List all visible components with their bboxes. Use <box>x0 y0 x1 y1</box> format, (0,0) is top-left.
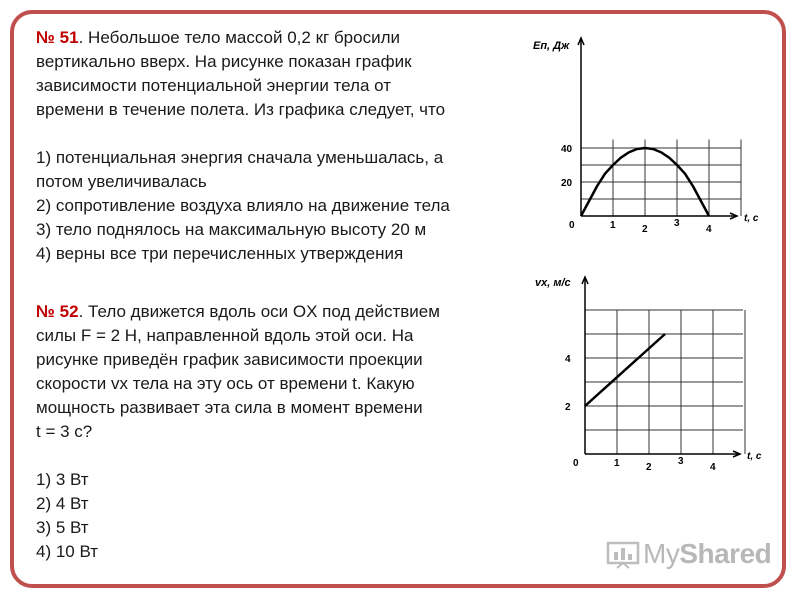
task-52-line: скорости vx тела на эту ось от времени t. Какую <box>36 374 415 393</box>
task-52-line: мощность развивает эта сила в момент времени <box>36 398 423 417</box>
y-tick-label: 4 <box>565 354 571 365</box>
answer-option: 4) 10 Вт <box>36 542 99 561</box>
task-51 <box>36 26 450 266</box>
presentation-icon <box>605 539 643 569</box>
x-tick-label: 3 <box>674 218 680 229</box>
y-axis-label: vx, м/с <box>535 277 571 289</box>
x-tick-label: 3 <box>678 456 684 467</box>
answer-option: 4) верны все три перечисленных утверждения <box>36 244 404 263</box>
answer-option: 3) 5 Вт <box>36 518 89 537</box>
x-tick-label: 0 <box>573 458 579 469</box>
task-51-line: зависимости потенциальной энергии тела от <box>36 76 392 95</box>
task-52-line: силы F = 2 Н, направленной вдоль этой оси. На <box>36 326 414 345</box>
x-axis-label: t, с <box>747 451 762 462</box>
answer-option: потом увеличивалась <box>36 172 207 191</box>
task-52-line: рисунке приведён график зависимости проекции <box>36 350 423 369</box>
y-axis-label: Eп, Дж <box>533 40 570 52</box>
answer-option: 1) потенциальная энергия сначала уменьшалась, а <box>36 148 444 167</box>
x-tick-label: 0 <box>569 220 575 231</box>
energy-time-chart <box>525 30 775 245</box>
task-51-line: № 51. Небольшое тело массой 0,2 кг бросили <box>36 28 400 47</box>
y-tick-label: 20 <box>561 178 573 189</box>
answer-option: 2) 4 Вт <box>36 494 89 513</box>
x-tick-label: 4 <box>710 462 716 473</box>
x-tick-label: 1 <box>614 458 620 469</box>
x-tick-label: 1 <box>610 220 616 231</box>
x-tick-label: 2 <box>642 224 648 235</box>
x-axis-label: t, с <box>744 213 759 224</box>
task-52 <box>36 300 440 564</box>
data-line <box>585 334 665 406</box>
task-51-line: времени в течение полета. Из графика следует, что <box>36 100 446 119</box>
watermark-text: MyShared <box>643 538 772 569</box>
task-51-options <box>36 146 450 266</box>
x-tick-label: 4 <box>706 224 712 235</box>
watermark <box>605 538 771 570</box>
task-52-options <box>36 468 440 564</box>
velocity-time-chart <box>525 272 775 492</box>
answer-option: 3) тело поднялось на максимальную высоту 20 м <box>36 220 427 239</box>
y-tick-label: 40 <box>561 144 573 155</box>
task-52-line: № 52. Тело движется вдоль оси OX под действием <box>36 302 440 321</box>
task-52-line: t = 3 с? <box>36 422 93 441</box>
x-tick-label: 2 <box>646 462 652 473</box>
answer-option: 1) 3 Вт <box>36 470 89 489</box>
task-51-line: вертикально вверх. На рисунке показан график <box>36 52 412 71</box>
task-52-number: № 52 <box>36 302 79 321</box>
answer-option: 2) сопротивление воздуха влияло на движение тела <box>36 196 450 215</box>
y-tick-label: 2 <box>565 402 571 413</box>
task-51-number: № 51 <box>36 28 79 47</box>
